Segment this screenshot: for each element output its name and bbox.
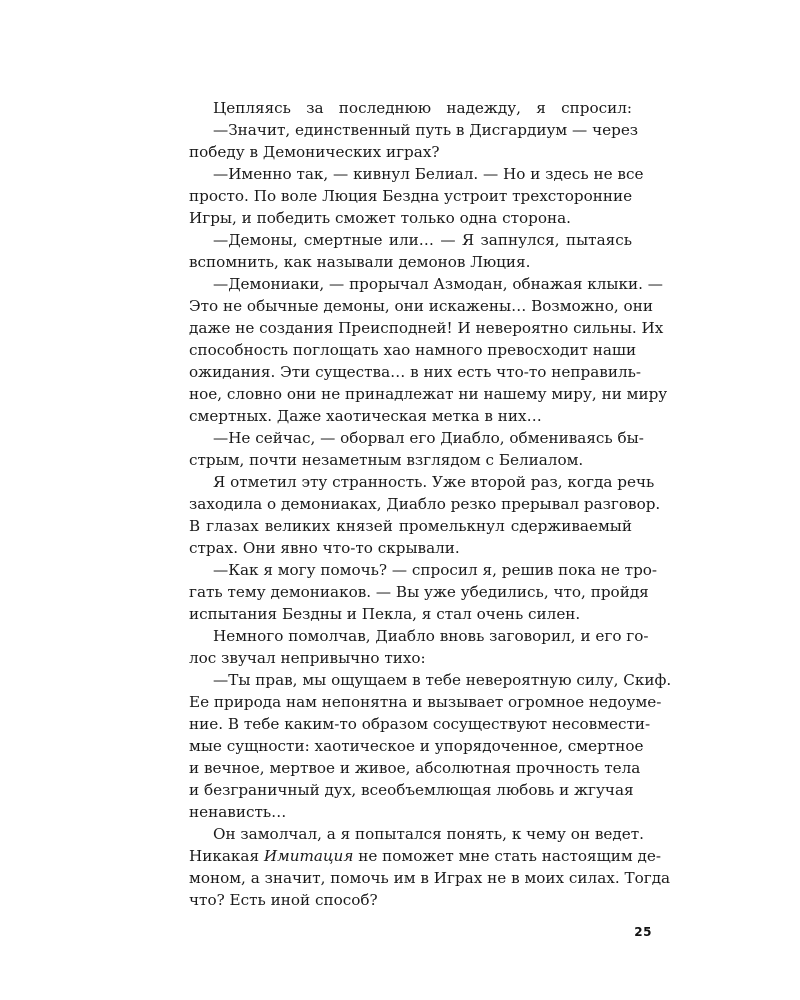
text-line-mixed bbox=[189, 845, 661, 867]
text-line: заходила о демониаках, Диабло резко прерывал разговор. bbox=[189, 495, 661, 513]
text-line: ненависть… bbox=[189, 803, 287, 821]
text-line: моном, а значит, помочь им в Играх не в моих силах. Тогда bbox=[189, 869, 671, 887]
body-text bbox=[189, 97, 672, 911]
text-line: —Значит, единственный путь в Дисгардиум — через bbox=[213, 121, 639, 139]
text-line: Игры, и победить сможет только одна сторона. bbox=[189, 209, 571, 227]
text-line: победу в Демонических играх? bbox=[189, 143, 440, 161]
text-line: —Демоны, смертные или… — Я запнулся, пытаясь bbox=[213, 231, 632, 249]
text-line: Он замолчал, а я попытался понять, к чему он ведет. bbox=[213, 825, 644, 843]
text-line: гать тему демониаков. — Вы уже убедились, что, пройдя bbox=[189, 583, 649, 601]
text-line: —Не сейчас, — оборвал его Диабло, обмениваясь бы- bbox=[213, 429, 644, 447]
text-line: и вечное, мертвое и живое, абсолютная прочность тела bbox=[189, 759, 641, 777]
text-line: Ее природа нам непонятна и вызывает огромное недоуме- bbox=[189, 693, 662, 711]
text-line: Это не обычные демоны, они искажены… Возможно, они bbox=[189, 297, 653, 315]
text-line: Я отметил эту странность. Уже второй раз, когда речь bbox=[213, 473, 655, 491]
text-line: страх. Они явно что-то скрывали. bbox=[189, 539, 460, 557]
page-number: 25 bbox=[634, 925, 652, 939]
text-line: —Именно так, — кивнул Белиал. — Но и здесь не все bbox=[213, 165, 644, 183]
text-line: —Как я могу помочь? — спросил я, решив пока не тро- bbox=[213, 561, 658, 579]
text-line: Цепляясь за последнюю надежду, я спросил: bbox=[213, 99, 632, 117]
text-line: ние. В тебе каким-то образом сосуществуют несовмести- bbox=[189, 715, 651, 733]
italic-term: Имитация bbox=[263, 847, 354, 865]
text-fragment: Никакая bbox=[189, 847, 264, 865]
text-line: вспомнить, как называли демонов Люция. bbox=[189, 253, 531, 271]
text-line: —Демониаки, — прорычал Азмодан, обнажая клыки. — bbox=[213, 275, 663, 293]
text-line: ожидания. Эти существа… в них есть что-то неправиль- bbox=[189, 363, 642, 381]
text-line: ное, словно они не принадлежат ни нашему миру, ни миру bbox=[189, 385, 668, 403]
text-line: просто. По воле Люция Бездна устроит трехсторонние bbox=[189, 187, 633, 205]
text-line: Немного помолчав, Диабло вновь заговорил, и его го- bbox=[213, 627, 649, 645]
text-line: стрым, почти незаметным взглядом с Белиалом. bbox=[189, 451, 584, 469]
text-line: —Ты прав, мы ощущаем в тебе невероятную силу, Скиф. bbox=[213, 671, 672, 689]
text-line: В глазах великих князей промелькнул сдерживаемый bbox=[189, 517, 632, 535]
text-line: способность поглощать хао намного превосходит наши bbox=[189, 341, 637, 359]
text-line: испытания Бездны и Пекла, я стал очень силен. bbox=[189, 605, 581, 623]
text-line: лос звучал непривычно тихо: bbox=[189, 649, 426, 667]
text-line: смертных. Даже хаотическая метка в них… bbox=[189, 407, 542, 425]
text-line: мые сущности: хаотическое и упорядоченное, смертное bbox=[189, 737, 644, 755]
text-line: и безграничный дух, всеобъемлющая любовь и жгучая bbox=[189, 781, 634, 799]
text-fragment: не поможет мне стать настоящим де- bbox=[353, 847, 661, 865]
text-line: что? Есть иной способ? bbox=[189, 891, 378, 909]
text-line: даже не создания Преисподней! И невероятно сильны. Их bbox=[189, 319, 664, 337]
